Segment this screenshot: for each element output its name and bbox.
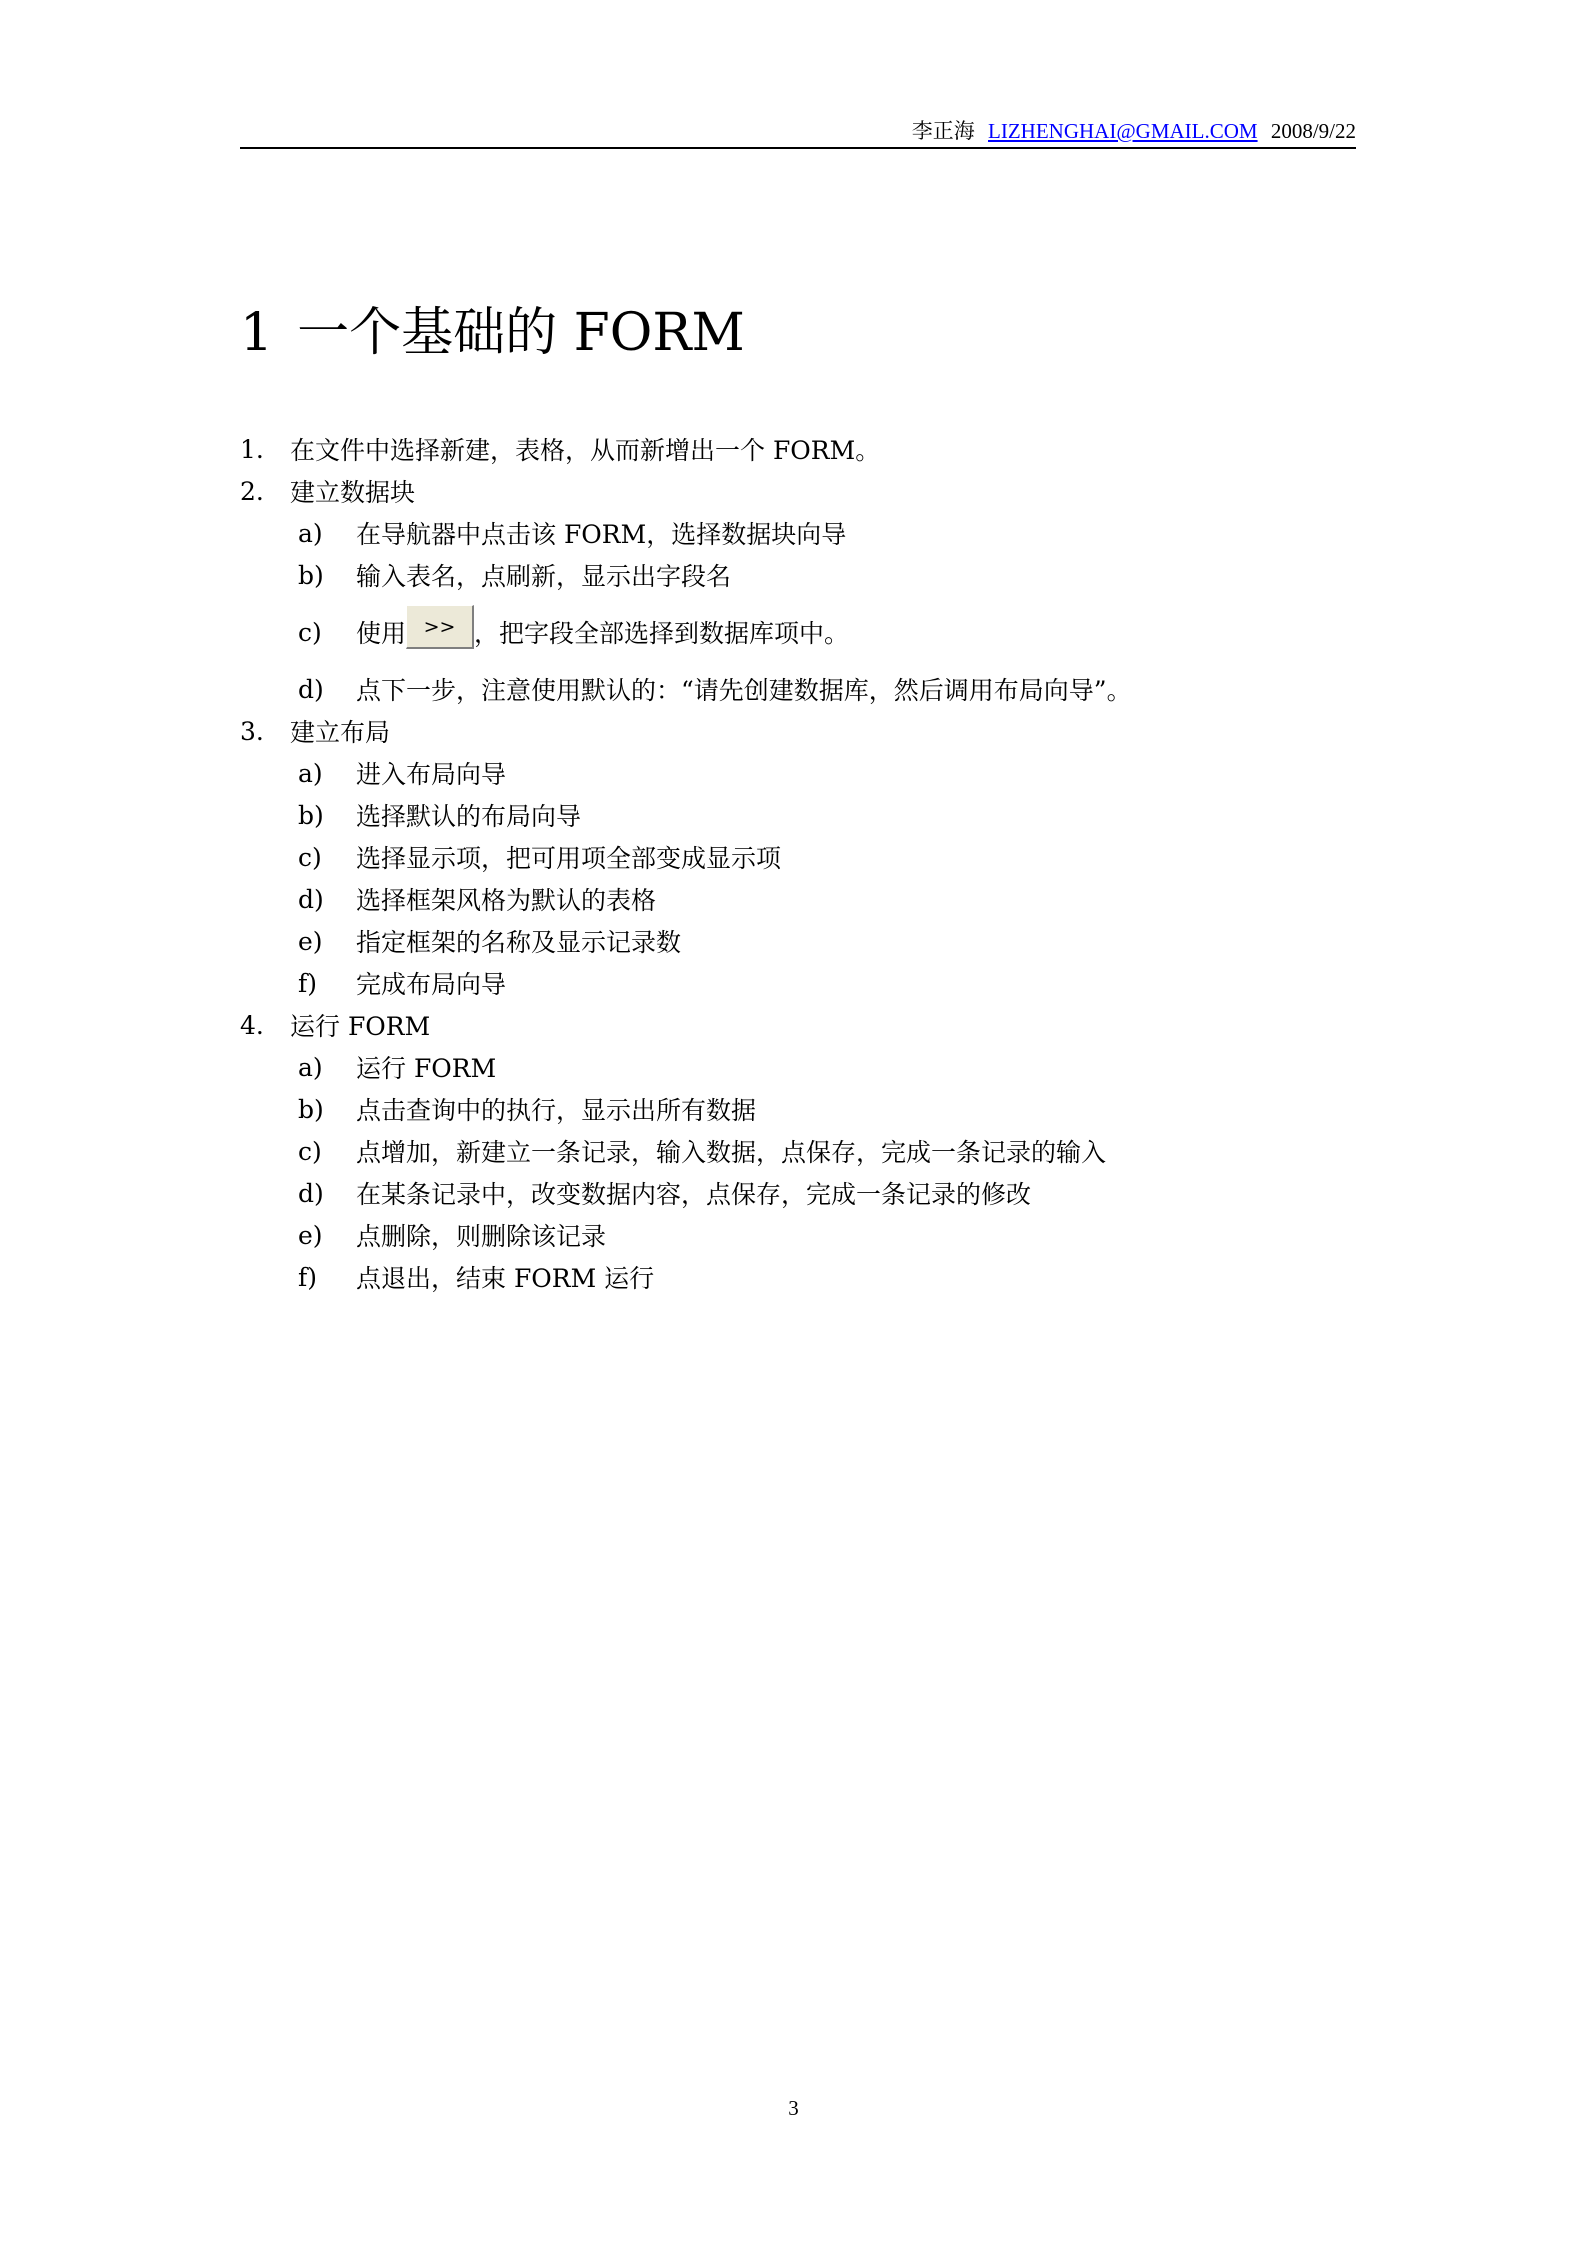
substep-text: 进入布局向导 bbox=[356, 760, 507, 789]
substep-marker: d) bbox=[298, 674, 324, 704]
list-item bbox=[240, 1088, 1356, 1130]
substep-text: 点删除，则删除该记录 bbox=[356, 1222, 607, 1251]
list-item bbox=[240, 512, 1356, 554]
list-item bbox=[240, 1214, 1356, 1256]
substep-marker: b) bbox=[298, 1094, 324, 1124]
list-item bbox=[240, 596, 1356, 668]
list-item bbox=[240, 1046, 1356, 1088]
substep-text: 点增加，新建立一条记录，输入数据，点保存，完成一条记录的输入 bbox=[356, 1138, 1107, 1167]
step-text: 运行 FORM bbox=[290, 1012, 431, 1041]
step-marker: 2. bbox=[240, 476, 264, 506]
substep-text: 在导航器中点击该 FORM，选择数据块向导 bbox=[356, 520, 847, 549]
step-marker: 3. bbox=[240, 716, 264, 746]
substep-text: 选择框架风格为默认的表格 bbox=[356, 886, 657, 915]
page-number: 3 bbox=[788, 2096, 799, 2120]
substep-text-after: ，把字段全部选择到数据库项中。 bbox=[474, 619, 850, 648]
list-item bbox=[240, 554, 1356, 596]
substep-marker: d) bbox=[298, 1178, 324, 1208]
substep-marker: e) bbox=[298, 926, 323, 956]
substep-text: 点击查询中的执行，显示出所有数据 bbox=[356, 1096, 757, 1125]
author-email-link[interactable]: LIZHENGHAI@GMAIL.COM bbox=[988, 119, 1258, 143]
substep-marker: a) bbox=[298, 518, 323, 548]
substep-marker: d) bbox=[298, 884, 324, 914]
header-date: 2008/9/22 bbox=[1270, 119, 1356, 143]
substep-text: 运行 FORM bbox=[356, 1054, 497, 1083]
substep-text-before: 使用 bbox=[356, 619, 407, 648]
list-item bbox=[240, 794, 1356, 836]
section-heading bbox=[240, 298, 745, 368]
substep-text: 完成布局向导 bbox=[356, 970, 507, 999]
list-item bbox=[240, 878, 1356, 920]
substep-text: 点退出，结束 FORM 运行 bbox=[356, 1264, 655, 1293]
substep-marker: c) bbox=[298, 842, 322, 872]
substep-marker: e) bbox=[298, 1220, 323, 1250]
substep-text: 指定框架的名称及显示记录数 bbox=[356, 928, 682, 957]
move-all-button-image: >> bbox=[406, 605, 474, 649]
list-item bbox=[240, 962, 1356, 1004]
step-text: 建立布局 bbox=[290, 718, 391, 747]
substep-marker: b) bbox=[298, 800, 324, 830]
list-item bbox=[240, 710, 1356, 752]
substep-text: 选择默认的布局向导 bbox=[356, 802, 582, 831]
substep-text: 选择显示项，把可用项全部变成显示项 bbox=[356, 844, 782, 873]
page-header bbox=[240, 113, 1356, 149]
step-marker: 4. bbox=[240, 1010, 264, 1040]
substep-text: 点下一步，注意使用默认的：“请先创建数据库，然后调用布局向导”。 bbox=[356, 676, 1132, 705]
list-item bbox=[240, 470, 1356, 512]
list-item bbox=[240, 1130, 1356, 1172]
header-divider bbox=[240, 147, 1356, 149]
substep-text: 在某条记录中，改变数据内容，点保存，完成一条记录的修改 bbox=[356, 1180, 1032, 1209]
substep-marker: b) bbox=[298, 560, 324, 590]
substep-marker: a) bbox=[298, 1052, 323, 1082]
step-text: 在文件中选择新建，表格，从而新增出一个 FORM。 bbox=[290, 436, 881, 465]
section-title: 一个基础的 FORM bbox=[297, 303, 745, 363]
list-item bbox=[240, 668, 1356, 710]
list-item bbox=[240, 428, 1356, 470]
step-list bbox=[240, 428, 1356, 1298]
list-item bbox=[240, 1256, 1356, 1298]
list-item bbox=[240, 836, 1356, 878]
substep-text: 输入表名，点刷新，显示出字段名 bbox=[356, 562, 732, 591]
substep-marker: a) bbox=[298, 758, 323, 788]
list-item bbox=[240, 1004, 1356, 1046]
step-marker: 1. bbox=[240, 434, 264, 464]
substep-marker: c) bbox=[298, 1136, 322, 1166]
step-text: 建立数据块 bbox=[290, 478, 416, 507]
list-item bbox=[240, 1172, 1356, 1214]
author-name: 李正海 bbox=[911, 119, 975, 143]
substep-marker: f) bbox=[298, 1262, 318, 1292]
substep-marker: f) bbox=[298, 968, 318, 998]
substep-marker: c) bbox=[298, 617, 322, 647]
list-item bbox=[240, 920, 1356, 962]
section-number: 1 bbox=[240, 303, 274, 363]
list-item bbox=[240, 752, 1356, 794]
